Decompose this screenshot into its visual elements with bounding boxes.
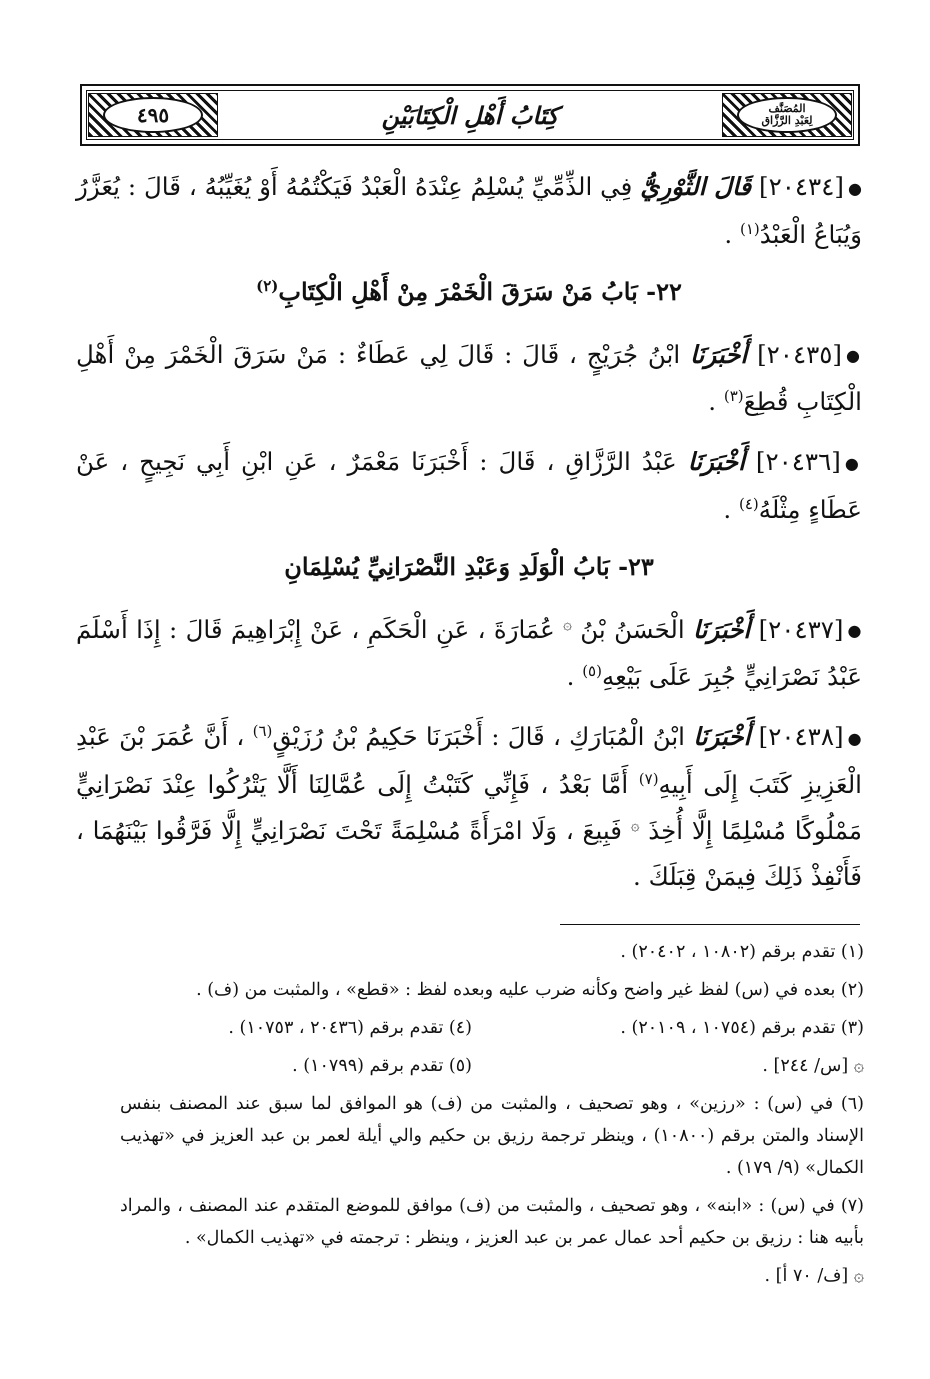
footnote-7: (٧) في (س) : «ابنه» ، وهو تصحيف ، والمثبت من (ف) موافق للموضع المتقدم عند المصنف ، والمراد بأبيه هنا : رزيق بن حكيم أحد عمال عمر بن عبد العزيز ، وينظر : ترجمته في «تهذيب الكمال» . [120, 1196, 864, 1248]
footnote-2: (٢) بعده في (س) لفظ غير واضح وكأنه ضرب عليه وبعده لفظ : «قطع» ، والمثبت من (ف) . [196, 980, 864, 1000]
hadith-end: . [724, 219, 740, 249]
hadith-isnad: قَالَ الثَّوْرِيُّ [640, 172, 752, 201]
hadith-20435 [76, 332, 862, 426]
manuscript-marker-note: ۞ [س/ ٢٤٤] . [762, 1056, 864, 1076]
hadith-20434 [76, 164, 862, 258]
running-header [80, 84, 860, 146]
running-title: كِتَابُ أَهْلِ الْكِتَابَيْنِ [381, 100, 559, 130]
page-number: ٤٩٥ [103, 97, 203, 133]
chapter-heading-22 [76, 272, 862, 312]
book-logo-ornament [722, 93, 852, 137]
hadith-20437 [76, 607, 862, 701]
hadith-number: [٢٠٤٣٤] [759, 172, 844, 201]
bullet-icon: ● [847, 621, 863, 640]
footnote-ref: (٦) [252, 721, 273, 740]
bullet-icon: ● [847, 728, 862, 748]
hadith-end: . [723, 494, 739, 524]
hadith-isnad: أَخْبَرَنَا [690, 339, 748, 369]
footnote-separator [560, 924, 860, 925]
hadith-text: ، أَنَّ عُمَرَ بْنَ عَبْدِ الْعَزِيزِ كَتَبَ إِلَى أَبِيهِ [76, 722, 862, 799]
main-text [76, 164, 862, 914]
footnote-4: (٤) تقدم برقم (٢٠٤٣٦ ، ١٠٧٥٣) . [228, 1018, 472, 1038]
chapter-heading-text: ٢٢- بَابُ مَنْ سَرَقَ الْخَمْرَ مِنْ أَهْلِ الْكِتَابِ [278, 276, 682, 306]
hadith-text: ابْنُ جُرَيْجٍ ، قَالَ : قَالَ لِي عَطَاءٌ : مَنْ سَرَقَ الْخَمْرَ مِنْ أَهْلِ الْكِتَابِ قُطِعَ [76, 339, 862, 416]
manuscript-marker-note: ۞ [ف/ ٧٠ أ] . [764, 1266, 864, 1286]
footnote-ref: (٧) [638, 769, 659, 788]
hadith-number: [٢٠٤٣٥] [757, 339, 842, 369]
hadith-isnad: أَخْبَرَنَا [693, 722, 751, 751]
book-logo-line2: لِعَبْدِ الرَّزَّاق [761, 114, 813, 127]
hadith-text: الْحَسَنُ بْنُ [580, 614, 685, 644]
bullet-icon: ● [847, 178, 862, 198]
footnote-ref: (١) [739, 219, 760, 238]
manuscript-marker-icon: ۞ [563, 614, 572, 633]
hadith-text: فِي الذِّمِّيِّ يُسْلِمُ عِنْدَهُ الْعَبْدُ فَيَكْتُمُهُ أَوْ يُغَيِّبُهُ ، قَالَ : يُعَزَّرُ وَيُبَاعُ الْعَبْدُ [76, 172, 862, 249]
footnote-row [120, 1050, 864, 1082]
hadith-number: [٢٠٤٣٨] [758, 722, 844, 751]
book-logo-line1: المُصَنَّف [768, 102, 806, 115]
footnote-ref: (٤) [738, 494, 759, 513]
footnote-ref: (٥) [582, 661, 602, 680]
footnote-3: (٣) تقدم برقم (١٠٧٥٤ ، ٢٠١٠٩) . [620, 1018, 864, 1038]
hadith-20436 [76, 439, 862, 533]
bullet-icon: ● [845, 346, 863, 365]
footnote-ref: (٣) [723, 386, 744, 405]
footnote-row [120, 1012, 864, 1044]
hadith-text: عُمَارَةَ ، عَنِ الْحَكَمِ ، عَنْ إِبْرَاهِيمَ قَالَ : إِذَا أَسْلَمَ عَبْدُ نَصْرَانِيٍّ جُبِرَ عَلَى بَيْعِهِ [76, 614, 862, 691]
hadith-end: . [566, 662, 583, 691]
hadith-text: ابْنُ الْمُبَارَكِ ، قَالَ : أَخْبَرَنَا حَكِيمُ بْنُ رُزَيْقٍ [272, 722, 685, 751]
hadith-number: [٢٠٤٣٧] [758, 614, 844, 644]
bullet-icon: ● [844, 453, 862, 473]
footnotes [120, 936, 864, 1298]
hadith-text: أَمَّا بَعْدُ ، فَإِنِّي كَتَبْتُ إِلَى عُمَّالِنَا أَلَّا يَتْرُكُوا عِنْدَ نَصْرَانِيٍّ مَمْلُوكًا مُسْلِمًا إِلَّا أُخِذَ [76, 769, 862, 845]
footnote-5: (٥) تقدم برقم (١٠٧٩٩) . [292, 1056, 472, 1076]
hadith-text: فَبِيعَ ، وَلَا امْرَأَةً مُسْلِمَةً تَحْتَ نَصْرَانِيٍّ إِلَّا فَرَّقُوا بَيْنَهُمَا ، فَأَنْفِذْ ذَلِكَ فِيمَنْ قِبَلَكَ [76, 815, 862, 891]
hadith-text: عَبْدُ الرَّزَّاقِ ، قَالَ : أَخْبَرَنَا مَعْمَرٌ ، عَنِ ابْنِ أَبِي نَجِيحٍ ، عَنْ عَطَاءٍ مِثْلَهُ [76, 447, 862, 524]
hadith-end: . [633, 861, 649, 891]
hadith-20438 [76, 714, 862, 900]
hadith-end: . [708, 387, 724, 416]
page-number-ornament [88, 93, 218, 137]
manuscript-marker-icon: ۞ [630, 815, 640, 834]
hadith-number: [٢٠٤٣٦] [755, 447, 841, 476]
footnote-6: (٦) في (س) : «رزين» ، وهو تصحيف ، والمثبت من (ف) هو الموافق لما سبق عند المصنف بنفس الإسناد والمتن برقم (١٠٨٠٠) ، وينظر ترجمة رزيق بن حكيم والي أيلة لعمر بن عبد العزيز في «تهذيب الكمال» (٩/ ١٧٩) . [120, 1094, 864, 1178]
footnote-1: (١) تقدم برقم (١٠٨٠٢ ، ٢٠٤٠٢) . [620, 942, 864, 962]
hadith-isnad: أَخْبَرَنَا [693, 614, 751, 644]
chapter-heading-23 [76, 547, 862, 587]
hadith-isnad: أَخْبَرَنَا [687, 447, 745, 476]
footnote-ref: (٢) [256, 276, 279, 295]
book-logo [737, 97, 837, 133]
chapter-heading-text: ٢٣- بَابُ الْوَلَدِ وَعَبْدِ النَّصْرَانِيِّ يُسْلِمَانِ [284, 551, 654, 581]
